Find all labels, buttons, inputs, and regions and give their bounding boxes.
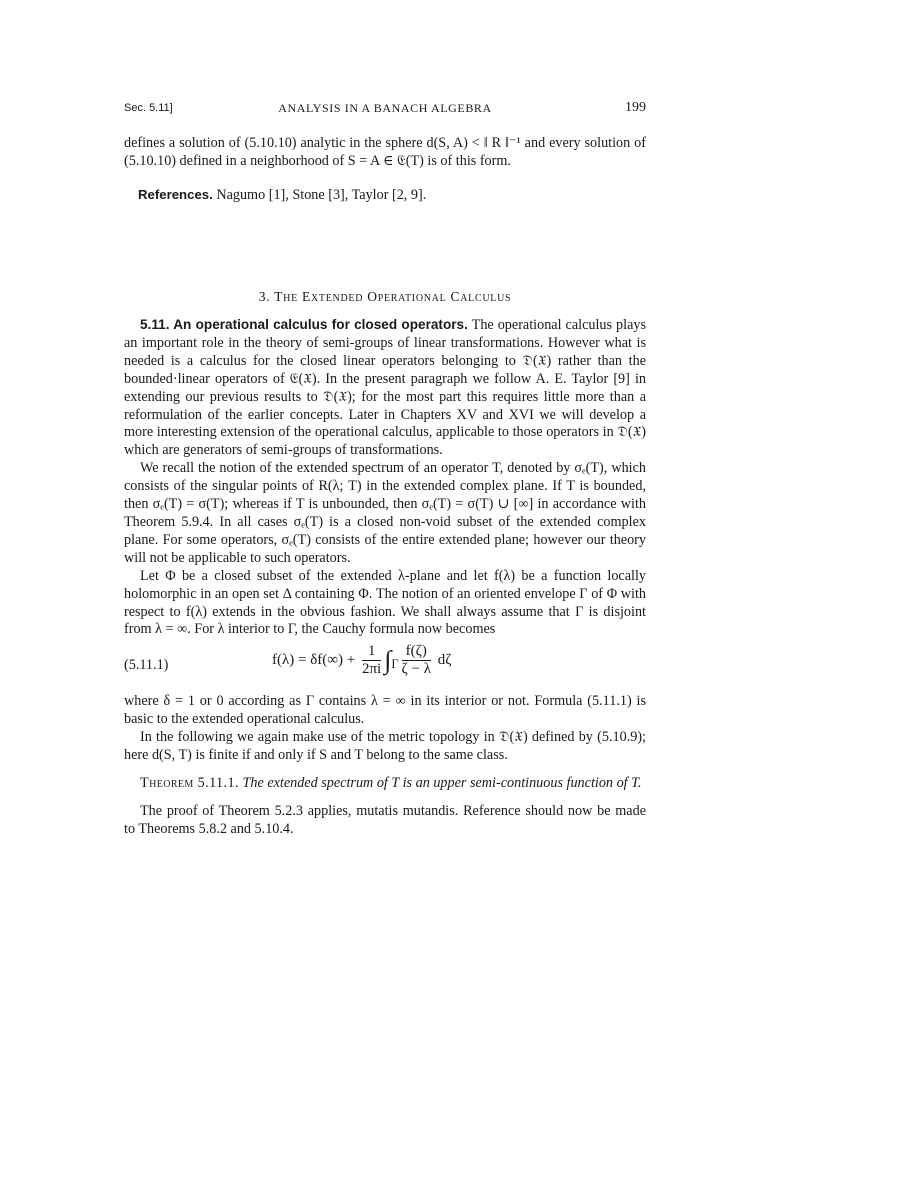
theorem — [124, 775, 646, 793]
section-body — [124, 316, 646, 839]
section-heading: 3. The Extended Operational Calculus — [258, 289, 512, 304]
paragraph-1-text: The operational calculus plays an important role in the theory of semi-groups of linear transformations. However what is needed is a calculus for the closed linear operators belonging to 𝔇(𝔛) rather than the bounded·linear operators of 𝔈(𝔛). In the present paragraph we follow A. E. Taylor [9] in extending our previous results to 𝔇(𝔛); for the most part this requires little more than a reformulation of the earlier concepts. Later in Chapters XV and XVI we will develop a more interesting extension of the operational calculus, applicable to those operators in 𝔇(𝔛) which are generators of semi-groups of transformations. — [124, 317, 646, 459]
formula-tail: dζ — [434, 652, 452, 669]
paragraph-6: The proof of Theorem 5.2.3 applies, mutatis mutandis. Reference should now be made to Theorems 5.8.2 and 5.10.4. — [124, 802, 646, 837]
frac1-den: 2πi — [361, 661, 382, 678]
formula-fraction-2 — [402, 643, 431, 678]
paragraph-1 — [124, 316, 646, 460]
frac2-den: ζ − λ — [401, 661, 431, 678]
paragraph-2: We recall the notion of the extended spectrum of an operator T, denoted by σₑ(T), which consists of the singular points of R(λ; T) in the extended complex plane. If T is bounded, then σₑ(T) = σ(T); whereas if T is unbounded, then σₑ(T) = σ(T) ∪ [∞] in accordance with Theorem 5.9.4. In all cases σₑ(T) is a closed non-void subset of the extended complex plane. For some operators, σₑ(T) consists of the entire extended plane; however our theory will not be applicable to such operators. — [124, 460, 646, 566]
page-number: 199 — [625, 100, 646, 115]
references — [138, 186, 646, 205]
section-ref: Sec. 5.11] — [124, 102, 173, 114]
paragraph-4: where δ = 1 or 0 according as Γ contains λ = ∞ in its interior or not. Formula (5.11.1) is basic to the extended operational calculus. — [124, 693, 646, 728]
integral-sign: ∫ — [384, 645, 392, 675]
references-text: Nagumo [1], Stone [3], Taylor [2, 9]. — [212, 187, 427, 203]
formula-number: (5.11.1) — [124, 657, 169, 674]
frac2-num: f(ζ) — [402, 643, 431, 661]
theorem-label: Theorem 5.11.1. — [140, 774, 239, 791]
spacer — [124, 765, 646, 775]
paragraph-3: Let Φ be a closed subset of the extended λ-plane and let f(λ) be a function locally holomorphic in an open set Δ containing Φ. The notion of an oriented envelope Γ of Φ with respect to f(λ) extends in the obvious fashion. We shall always assume that Γ is disjoint from λ = ∞. For λ interior to Γ, the Cauchy formula now becomes — [124, 567, 646, 638]
formula-lhs: f(λ) = δf(∞) + — [272, 652, 359, 669]
integral-subscript: Γ — [391, 657, 399, 672]
running-title: ANALYSIS IN A BANACH ALGEBRA — [278, 101, 492, 115]
spacer-2 — [124, 793, 646, 803]
references-label: References. — [138, 187, 213, 202]
intro-paragraph: defines a solution of (5.10.10) analytic in the sphere d(S, A) < ‖ R ‖⁻¹ and every solution of (5.10.10) defined in a neighborhood of S = A ∈ 𝔈(T) is of this form. — [124, 135, 646, 169]
formula-body — [272, 643, 451, 678]
running-header — [124, 100, 646, 120]
subsection-heading: 5.11. An operational calculus for closed operators. — [140, 317, 468, 332]
frac1-num: 1 — [362, 643, 381, 661]
formula-5-11-1 — [124, 643, 646, 691]
formula-fraction-1 — [362, 643, 381, 678]
theorem-text: The extended spectrum of T is an upper semi-continuous function of T. — [238, 774, 642, 791]
paragraph-5: In the following we again make use of the metric topology in 𝔇(𝔛) defined by (5.10.9); here d(S, T) is finite if and only if S and T belong to the same class. — [124, 729, 646, 764]
